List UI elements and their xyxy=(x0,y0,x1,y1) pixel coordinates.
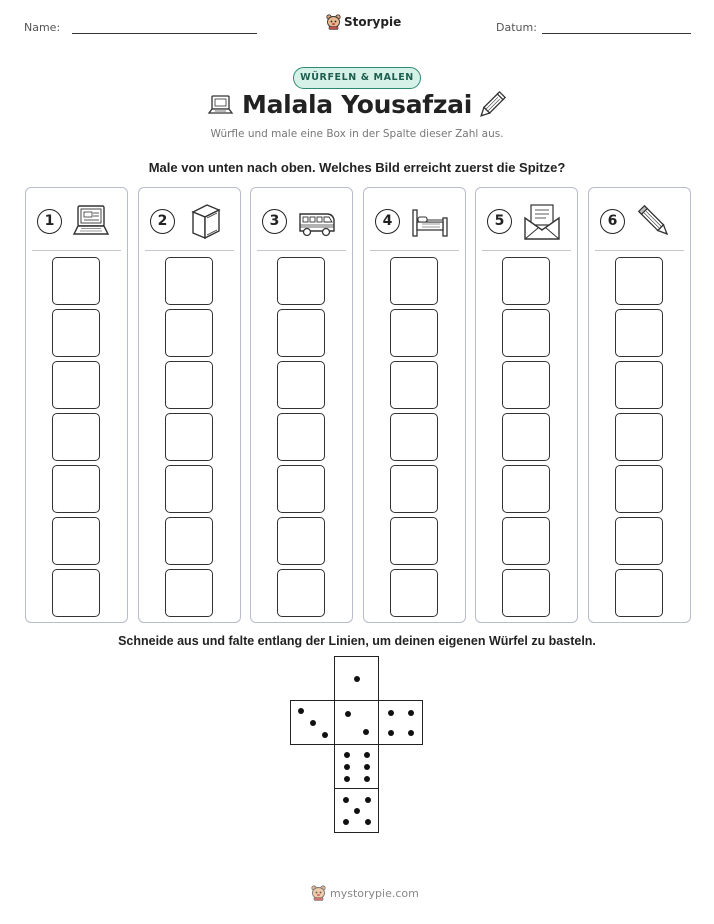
color-box[interactable] xyxy=(390,517,438,565)
column-divider xyxy=(145,250,234,251)
pencil-icon xyxy=(635,202,675,242)
column-number: 4 xyxy=(375,209,400,234)
color-box[interactable] xyxy=(390,465,438,513)
pip xyxy=(364,776,370,782)
color-box[interactable] xyxy=(277,361,325,409)
pip xyxy=(365,819,371,825)
color-box[interactable] xyxy=(277,465,325,513)
color-box[interactable] xyxy=(615,517,663,565)
color-box[interactable] xyxy=(165,257,213,305)
color-box[interactable] xyxy=(390,257,438,305)
die-face-4 xyxy=(378,700,423,745)
color-box[interactable] xyxy=(615,413,663,461)
color-box[interactable] xyxy=(390,309,438,357)
pip xyxy=(388,730,394,736)
column-number: 1 xyxy=(37,209,62,234)
pip xyxy=(354,808,360,814)
pip xyxy=(363,729,369,735)
column-divider xyxy=(32,250,121,251)
storypie-mascot-icon xyxy=(311,885,326,901)
color-box[interactable] xyxy=(165,309,213,357)
footer xyxy=(311,885,419,901)
school-bus-icon xyxy=(297,202,337,242)
brand-name: Storypie xyxy=(344,15,402,29)
color-box[interactable] xyxy=(390,413,438,461)
die-face-1 xyxy=(334,656,379,701)
column-divider xyxy=(257,250,346,251)
page-subtitle: Würfle und male eine Box in der Spalte dieser Zahl aus. xyxy=(210,128,504,140)
color-box[interactable] xyxy=(615,465,663,513)
envelope-icon xyxy=(522,202,562,242)
color-box[interactable] xyxy=(615,309,663,357)
pip xyxy=(408,710,414,716)
color-box[interactable] xyxy=(615,569,663,617)
pip xyxy=(343,819,349,825)
dice-column-1 xyxy=(25,187,128,623)
color-box[interactable] xyxy=(52,465,100,513)
dice-column-5 xyxy=(475,187,578,623)
column-divider xyxy=(370,250,459,251)
storypie-mascot-icon xyxy=(326,14,341,30)
pip xyxy=(322,732,328,738)
dice-column-2 xyxy=(138,187,241,623)
bed-icon xyxy=(410,202,450,242)
name-line xyxy=(72,33,257,34)
pip xyxy=(344,752,350,758)
title-pencil-icon xyxy=(475,90,507,122)
pip xyxy=(354,676,360,682)
book-icon xyxy=(185,202,225,242)
color-box[interactable] xyxy=(390,569,438,617)
die-face-5 xyxy=(334,788,379,833)
pip xyxy=(388,710,394,716)
color-box[interactable] xyxy=(277,413,325,461)
color-box[interactable] xyxy=(615,361,663,409)
color-box[interactable] xyxy=(52,309,100,357)
page-title: Malala Yousafzai xyxy=(242,90,472,119)
pip xyxy=(344,764,350,770)
pip xyxy=(364,752,370,758)
color-box[interactable] xyxy=(277,309,325,357)
color-box[interactable] xyxy=(52,569,100,617)
dice-column-4 xyxy=(363,187,466,623)
color-box[interactable] xyxy=(165,517,213,565)
color-box[interactable] xyxy=(52,517,100,565)
pip xyxy=(408,730,414,736)
pip xyxy=(365,797,371,803)
color-box[interactable] xyxy=(502,361,550,409)
color-box[interactable] xyxy=(52,361,100,409)
column-divider xyxy=(482,250,571,251)
color-box[interactable] xyxy=(277,517,325,565)
dice-column-3 xyxy=(250,187,353,623)
color-box[interactable] xyxy=(502,465,550,513)
footer-url: mystorypie.com xyxy=(330,886,419,900)
date-label: Datum: xyxy=(496,21,537,34)
column-number: 2 xyxy=(150,209,175,234)
laptop-icon xyxy=(72,202,112,242)
die-face-6 xyxy=(334,744,379,789)
pip xyxy=(343,797,349,803)
color-box[interactable] xyxy=(277,569,325,617)
color-box[interactable] xyxy=(52,413,100,461)
column-number: 5 xyxy=(487,209,512,234)
color-box[interactable] xyxy=(165,413,213,461)
pip xyxy=(344,776,350,782)
pip xyxy=(310,720,316,726)
color-box[interactable] xyxy=(615,257,663,305)
color-box[interactable] xyxy=(502,309,550,357)
column-divider xyxy=(595,250,684,251)
color-box[interactable] xyxy=(390,361,438,409)
name-label: Name: xyxy=(24,21,61,34)
color-box[interactable] xyxy=(165,465,213,513)
color-box[interactable] xyxy=(502,569,550,617)
brand-logo xyxy=(326,14,401,30)
pip xyxy=(364,764,370,770)
cut-instruction: Schneide aus und falte entlang der Linien, um deinen eigenen Würfel zu basteln. xyxy=(118,634,596,648)
color-box[interactable] xyxy=(502,517,550,565)
color-box[interactable] xyxy=(52,257,100,305)
instruction-text: Male von unten nach oben. Welches Bild erreicht zuerst die Spitze? xyxy=(148,160,566,175)
column-number: 3 xyxy=(262,209,287,234)
date-line xyxy=(542,33,691,34)
color-box[interactable] xyxy=(277,257,325,305)
color-box[interactable] xyxy=(165,361,213,409)
color-box[interactable] xyxy=(502,413,550,461)
die-face-2 xyxy=(334,700,379,745)
activity-badge: WÜRFELN & MALEN xyxy=(293,67,421,89)
color-box[interactable] xyxy=(502,257,550,305)
pip xyxy=(298,708,304,714)
pip xyxy=(345,711,351,717)
die-face-3 xyxy=(290,700,335,745)
dice-column-6 xyxy=(588,187,691,623)
color-box[interactable] xyxy=(165,569,213,617)
column-number: 6 xyxy=(600,209,625,234)
